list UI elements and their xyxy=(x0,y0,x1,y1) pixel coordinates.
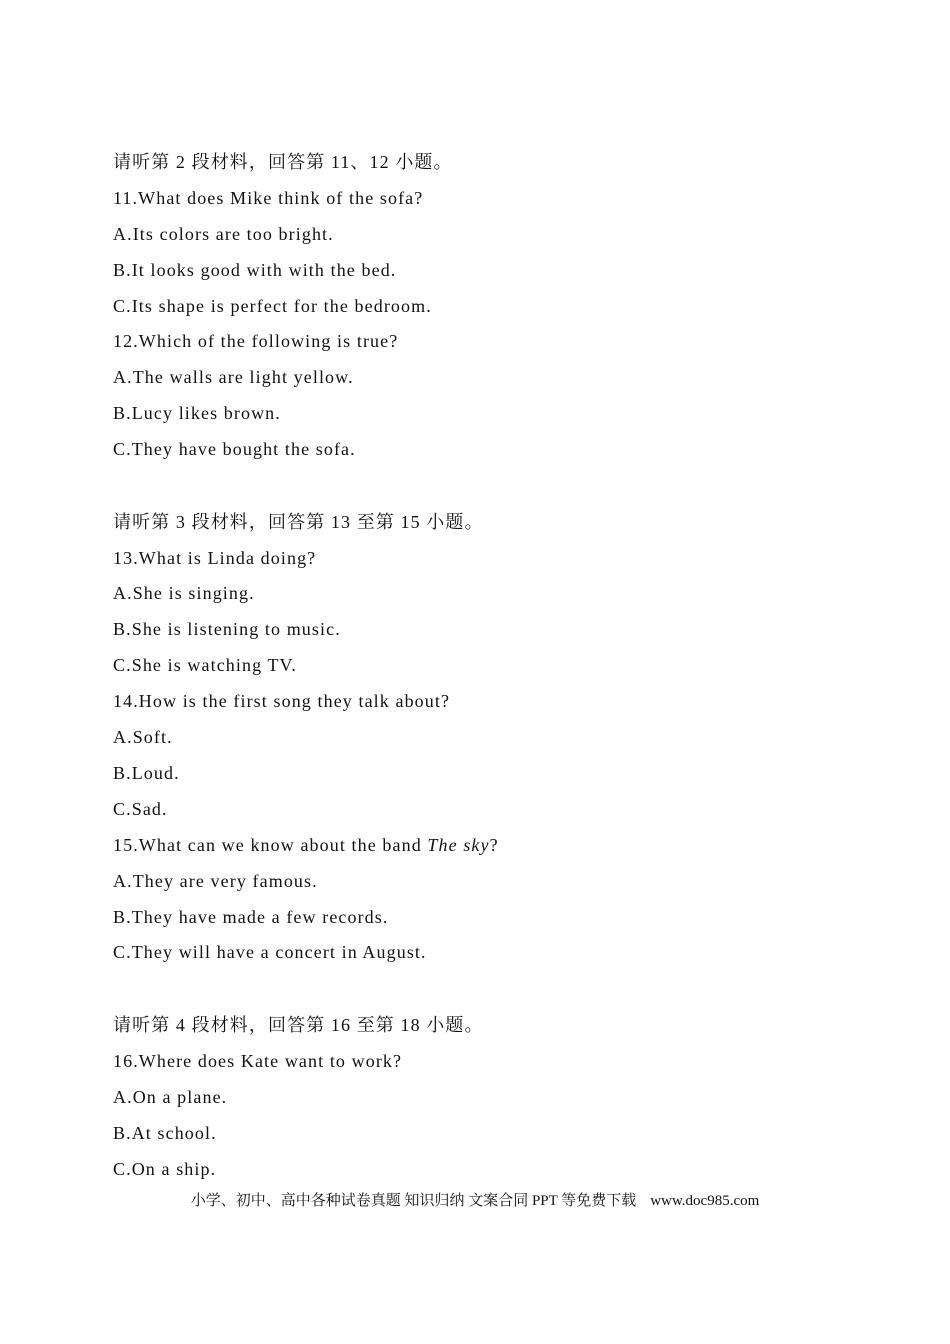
footer-text: 小学、初中、高中各种试卷真题 知识归纳 文案合同 PPT 等免费下载 xyxy=(190,1193,637,1209)
question-stem: 14.How is the first song they talk about? xyxy=(113,691,451,711)
question-stem: 16.Where does Kate want to work? xyxy=(113,1051,403,1071)
answer-option: A.Its colors are too bright. xyxy=(113,224,334,244)
answer-option: C.She is watching TV. xyxy=(113,655,297,675)
page-footer xyxy=(0,1190,950,1212)
answer-option: B.Lucy likes brown. xyxy=(113,403,281,423)
footer-site-link[interactable]: www.doc985.com xyxy=(650,1193,760,1209)
question-stem-text: 15.What can we know about the band xyxy=(113,835,428,855)
answer-option: B.Loud. xyxy=(113,763,180,783)
question-stem xyxy=(113,833,499,857)
question-stem: 13.What is Linda doing? xyxy=(113,548,317,568)
answer-option: C.On a ship. xyxy=(113,1159,217,1179)
question-mark: ? xyxy=(489,835,499,855)
answer-option: A.She is singing. xyxy=(113,583,255,603)
section-heading: 请听第 3 段材料，回答第 13 至第 15 小题。 xyxy=(113,512,484,532)
answer-option: C.Its shape is perfect for the bedroom. xyxy=(113,296,432,316)
answer-option: C.They have bought the sofa. xyxy=(113,439,356,459)
answer-option: C.Sad. xyxy=(113,799,168,819)
answer-option: A.They are very famous. xyxy=(113,871,318,891)
answer-option: C.They will have a concert in August. xyxy=(113,942,427,962)
answer-option: B.It looks good with with the bed. xyxy=(113,260,397,280)
answer-option: A.On a plane. xyxy=(113,1087,228,1107)
answer-option: B.At school. xyxy=(113,1123,217,1143)
question-stem: 11.What does Mike think of the sofa? xyxy=(113,188,424,208)
band-name-italic: The sky xyxy=(427,835,490,855)
answer-option: B.They have made a few records. xyxy=(113,907,389,927)
section-heading: 请听第 2 段材料，回答第 11、12 小题。 xyxy=(113,152,453,172)
answer-option: A.Soft. xyxy=(113,727,173,747)
section-heading: 请听第 4 段材料，回答第 16 至第 18 小题。 xyxy=(113,1015,484,1035)
answer-option: A.The walls are light yellow. xyxy=(113,367,354,387)
answer-option: B.She is listening to music. xyxy=(113,619,341,639)
question-stem: 12.Which of the following is true? xyxy=(113,331,399,351)
